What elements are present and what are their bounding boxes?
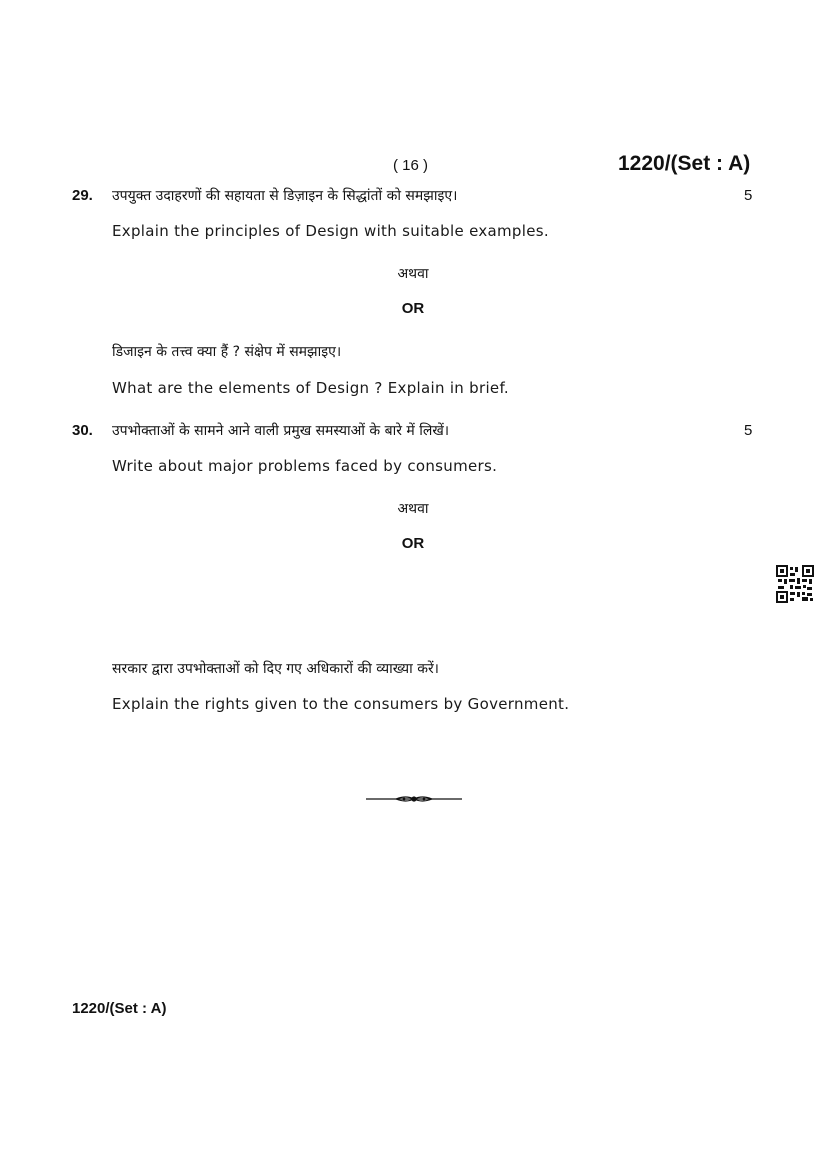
end-ornament-icon <box>366 791 462 807</box>
question-30-or-hindi: अथवा <box>397 501 429 517</box>
question-29-alt-hindi: डिजाइन के तत्त्व क्या हैं ? संक्षेप में समझाइए। <box>112 344 342 360</box>
paper-code-header: 1220/(Set : A) <box>618 152 751 175</box>
question-29-alt-english: What are the elements of Design ? Explain in brief. <box>112 379 510 397</box>
question-30-alt-hindi: सरकार द्वारा उपभोक्ताओं को दिए गए अधिकारों की व्याख्या करें। <box>112 661 439 677</box>
question-30-english: Write about major problems faced by consumers. <box>112 457 498 475</box>
qr-code-icon <box>776 565 814 603</box>
question-29-english: Explain the principles of Design with suitable examples. <box>112 222 549 240</box>
question-30-alt-english: Explain the rights given to the consumers by Government. <box>112 695 570 713</box>
page-number: ( 16 ) <box>393 157 429 174</box>
question-30-or-english: OR <box>401 535 425 552</box>
question-29-marks: 5 <box>744 187 753 204</box>
question-30-hindi: उपभोक्ताओं के सामने आने वाली प्रमुख समस्याओं के बारे में लिखें। <box>112 423 450 439</box>
question-30-marks: 5 <box>744 422 753 439</box>
question-number-30: 30. <box>72 422 93 439</box>
question-29-or-english: OR <box>401 300 425 317</box>
question-number-29: 29. <box>72 187 93 204</box>
question-29-or-hindi: अथवा <box>397 266 429 282</box>
paper-code-footer: 1220/(Set : A) <box>72 1000 167 1017</box>
question-29-hindi: उपयुक्त उदाहरणों की सहायता से डिज़ाइन के सिद्धांतों को समझाइए। <box>112 188 458 204</box>
